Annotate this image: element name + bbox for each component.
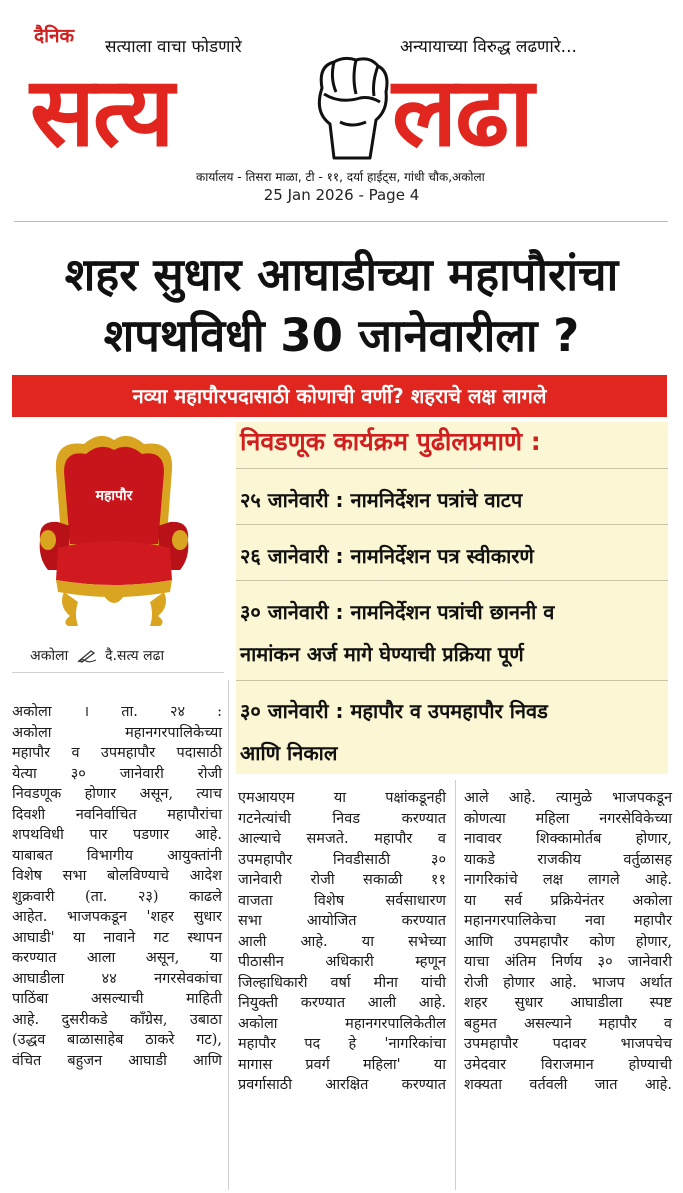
schedule-item-line: नामांकन अर्ज मागे घेण्याची प्रक्रिया पूर्ण (240, 642, 524, 666)
headline-line-2: शपथविधी 30 जानेवारीला ? (103, 309, 580, 362)
article-line: महापौर पद हे 'नागरिकांचा (238, 1036, 446, 1052)
masthead-tagline-left: सत्याला वाचा फोडणारे (105, 37, 242, 57)
article-line: आघाडी' या नावाने गट स्थापन (12, 929, 222, 946)
article-line: शहर सुधार आघाडीला स्पष्ट (464, 995, 672, 1011)
article-column-1 (12, 702, 222, 1071)
article-column-3 (464, 788, 672, 1096)
schedule-divider (236, 524, 668, 525)
article-line: रोजी होणार आहे. भाजप अर्थात (464, 974, 672, 991)
article-line: नियुक्ती करण्यात आली आहे. (238, 995, 446, 1011)
photo-caption (30, 646, 164, 665)
photo-divider (12, 672, 224, 673)
article-line: करण्यात आला असून, या (12, 950, 222, 966)
caption-source: दै.सत्य लढा (105, 648, 165, 664)
article-line: येत्या ३० जानेवारी रोजी (12, 765, 222, 782)
article-line: गटनेत्यांची निवड करण्यात (238, 810, 446, 827)
article-line: अकोला । ता. २४ : (12, 704, 222, 720)
headline (10, 244, 673, 366)
schedule-item (240, 690, 548, 774)
article-line: बहुमत असल्याने महापौर व (464, 1015, 672, 1032)
article-line: नागरिकांचे लक्ष लागले आहे. (464, 872, 672, 888)
article-line: उमेदवार विराजमान होण्याची (464, 1056, 672, 1073)
article-line: कोणत्या महिला नगरसेविकेच्या (464, 810, 672, 827)
article-column-2 (238, 788, 446, 1096)
article-line: विशेष सभा बोलविण्याचे आदेश (12, 868, 222, 884)
article-line: शक्यता वर्तवली जात आहे. (464, 1077, 672, 1093)
article-line: याबाबत विभागीय आयुक्तांनी (12, 847, 222, 864)
article-line: निवडणूक होणार असून, त्याच (12, 786, 222, 802)
article-line: प्रवर्गासाठी आरक्षित करण्यात (238, 1077, 446, 1093)
schedule-divider (236, 680, 668, 681)
mayor-chair-image (34, 430, 194, 630)
issue-date-page: 25 Jan 2026 - Page 4 (263, 186, 420, 204)
schedule-item-line: ३० जानेवारी : नामनिर्देशन पत्रांची छाननी व (240, 600, 555, 624)
article-line: आली आहे. या सभेच्या (238, 933, 446, 950)
schedule-item: २६ जानेवारी : नामनिर्देशन पत्र स्वीकारणे (240, 544, 534, 568)
article-line: आले आहे. त्यामुळे भाजपकडून (464, 790, 672, 806)
masthead-title-left: सत्य (30, 56, 173, 168)
article-line: मागास प्रवर्ग महिला' या (238, 1056, 446, 1073)
article-line: वंचित बहुजन आघाडी आणि (12, 1052, 222, 1069)
pen-writing-icon (77, 649, 97, 663)
masthead-address: कार्यालय - तिसरा माळा, टी - ११, दर्या हाईट्स, गांधी चौक,अकोला (196, 170, 485, 184)
article-line: उपमहापौर पदावर भाजपचेच (464, 1036, 672, 1052)
schedule-title: निवडणूक कार्यक्रम पुढीलप्रमाणे : (240, 427, 541, 456)
article-line: उपमहापौर निवडीसाठी ३० (238, 851, 446, 868)
article-line: सभा आयोजित करण्यात (238, 913, 446, 929)
raised-fist-icon (300, 48, 396, 164)
schedule-divider (236, 580, 668, 581)
masthead-title-right: लढा (392, 56, 532, 168)
masthead-divider (14, 221, 668, 222)
chair-label: महापौर (95, 488, 133, 504)
schedule-item-line: ३० जानेवारी : महापौर व उपमहापौर निवड (240, 699, 548, 723)
schedule-item (240, 591, 554, 675)
article-line: आहे. दुसरीकडे काँग्रेस, उबाठा (12, 1011, 222, 1028)
article-line: अकोला महानगरपालिकेच्या (12, 724, 222, 741)
article-line: एमआयएम या पक्षांकडूनही (238, 790, 446, 806)
article-line: पाठिंबा असल्याची माहिती (12, 991, 222, 1007)
article-line: पीठासीन अधिकारी म्हणून (238, 954, 446, 970)
article-line: शुक्रवारी (ता. २३) काढले (12, 888, 222, 905)
article-line: शपथविधी पार पडणार आहे. (12, 827, 222, 843)
article-line: दिवशी नवनिर्वाचित महापौरांचा (12, 806, 222, 823)
article-line: महानगरपालिकेचा नवा महापौर (464, 913, 672, 929)
caption-place: अकोला (30, 648, 69, 664)
article-line: आणि उपमहापौर कोण होणार, (464, 933, 672, 950)
article-line: आघाडीला ४४ नगरसेवकांचा (12, 970, 222, 987)
article-line: नावावर शिक्कामोर्तब होणार, (464, 831, 672, 847)
schedule-item: २५ जानेवारी : नामनिर्देशन पत्रांचे वाटप (240, 488, 523, 512)
article-line: (उद्धव बाळासाहेब ठाकरे गट), (12, 1032, 222, 1048)
article-line: जिल्हाधिकारी वर्षा मीना यांची (238, 974, 446, 991)
article-line: या सर्व प्रक्रियेनंतर अकोला (464, 892, 672, 909)
article-line: याकडे राजकीय वर्तुळासह (464, 851, 672, 868)
headline-line-1: शहर सुधार आघाडीच्या महापौरांचा (64, 248, 619, 301)
subheadline-banner: नव्या महापौरपदासाठी कोणाची वर्णी? शहराचे लक्ष लागले (12, 375, 667, 417)
article-line: याचा अंतिम निर्णय ३० जानेवारी (464, 954, 672, 970)
masthead-tagline-right: अन्यायाच्या विरुद्ध लढणारे... (400, 37, 577, 57)
article-line: आहेत. भाजपकडून 'शहर सुधार (12, 909, 222, 925)
column-divider (455, 780, 456, 1190)
article-line: आल्याचे समजते. महापौर व (238, 831, 446, 847)
article-line: अकोला महानगरपालिकेतील (238, 1015, 446, 1032)
schedule-item-line: आणि निकाल (240, 741, 338, 765)
masthead-daily-label: दैनिक (34, 25, 75, 47)
schedule-divider (236, 468, 668, 469)
article-line: महापौर व उपमहापौर पदासाठी (12, 745, 222, 761)
article-line: वाजता विशेष सर्वसाधारण (238, 892, 446, 909)
article-line: जानेवारी रोजी सकाळी ११ (238, 872, 446, 888)
column-divider (228, 680, 229, 1190)
